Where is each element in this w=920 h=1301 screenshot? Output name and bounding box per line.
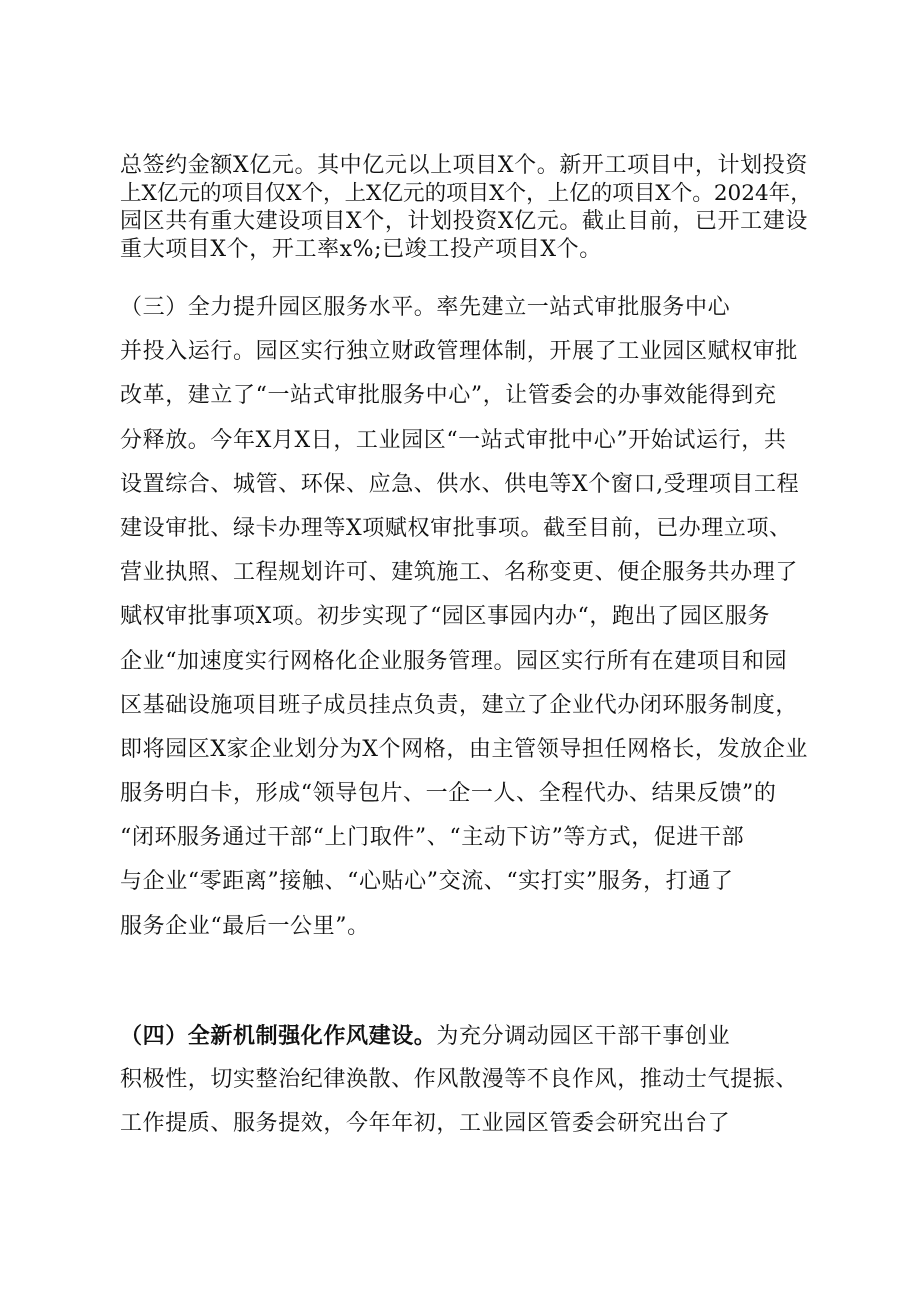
text-line: “闭环服务通过干部“上门取件”、“主动下访”等方式，促进干部: [120, 825, 745, 851]
text-line: 与企业“零距离”接触、“心贴心”交流、“实打实”服务，打通了: [120, 869, 734, 895]
text-line: [120, 1014, 812, 1058]
text-line: 上X亿元的项目仅X个，上X亿元的项目X个，上亿的项目X个。2024年，: [120, 181, 812, 206]
text-line: 分释放。今年X月X日，工业园区“一站式审批中心”开始试运行，共: [120, 427, 787, 453]
text-line: 赋权审批事项X项。初步实现了“园区事园内办“，跑出了园区服务: [120, 604, 771, 630]
text-line: 重大项目X个，开工率x%;已竣工投产项目X个。: [120, 237, 602, 262]
text-line: 即将园区X家企业划分为X个网格，由主管领导担任网格长，发放企业: [120, 736, 808, 762]
text-line: 设置综合、城管、环保、应急、供水、供电等X个窗口,受理项目工程: [120, 471, 800, 497]
text-line: 园区共有重大建设项目X个，计划投资X亿元。截止目前，已开工建设: [120, 209, 808, 234]
paragraph-project-stats: [120, 152, 812, 264]
text-line: 改革，建立了“一站式审批服务中心”，让管委会的办事效能得到充: [120, 383, 777, 409]
text-line: 并投入运行。园区实行独立财政管理体制，开展了工业园区赋权审批: [120, 339, 799, 365]
text-line: 积极性，切实整治纪律涣散、作风散漫等不良作风，推动士气提振、: [120, 1067, 799, 1093]
text-line: 区基础设施项目班子成员挂点负责，建立了企业代办闭环服务制度，: [120, 692, 799, 718]
paragraph-service-level: [120, 286, 812, 949]
text-run: 率先建立一站式审批服务中心: [436, 295, 731, 320]
paragraph-work-style: [120, 1014, 812, 1147]
text-run: 为充分调动园区干部干事创业: [436, 1024, 731, 1049]
section-heading-3: （三）全力提升园区服务水平。: [120, 295, 437, 320]
text-line: 营业执照、工程规划许可、建筑施工、名称变更、便企服务共办理了: [120, 560, 799, 586]
text-line: 工作提质、服务提效，今年年初，工业园区管委会研究出台了: [120, 1111, 731, 1137]
text-line: 服务企业“最后一公里”。: [120, 913, 370, 939]
section-heading-4: （四）全新机制强化作风建设。: [120, 1023, 437, 1049]
text-line: 建设审批、绿卡办理等X项赋权审批事项。截至目前，已办理立项、: [120, 515, 792, 541]
text-line: 服务明白卡，形成“领导包片、一企一人、全程代办、结果反馈”的: [120, 781, 777, 807]
text-line: 总签约金额X亿元。其中亿元以上项目X个。新开工项目中，计划投资: [120, 153, 808, 178]
text-line: [120, 286, 812, 330]
text-line: 企业“加速度实行网格化企业服务管理。园区实行所有在建项目和园: [120, 648, 788, 674]
